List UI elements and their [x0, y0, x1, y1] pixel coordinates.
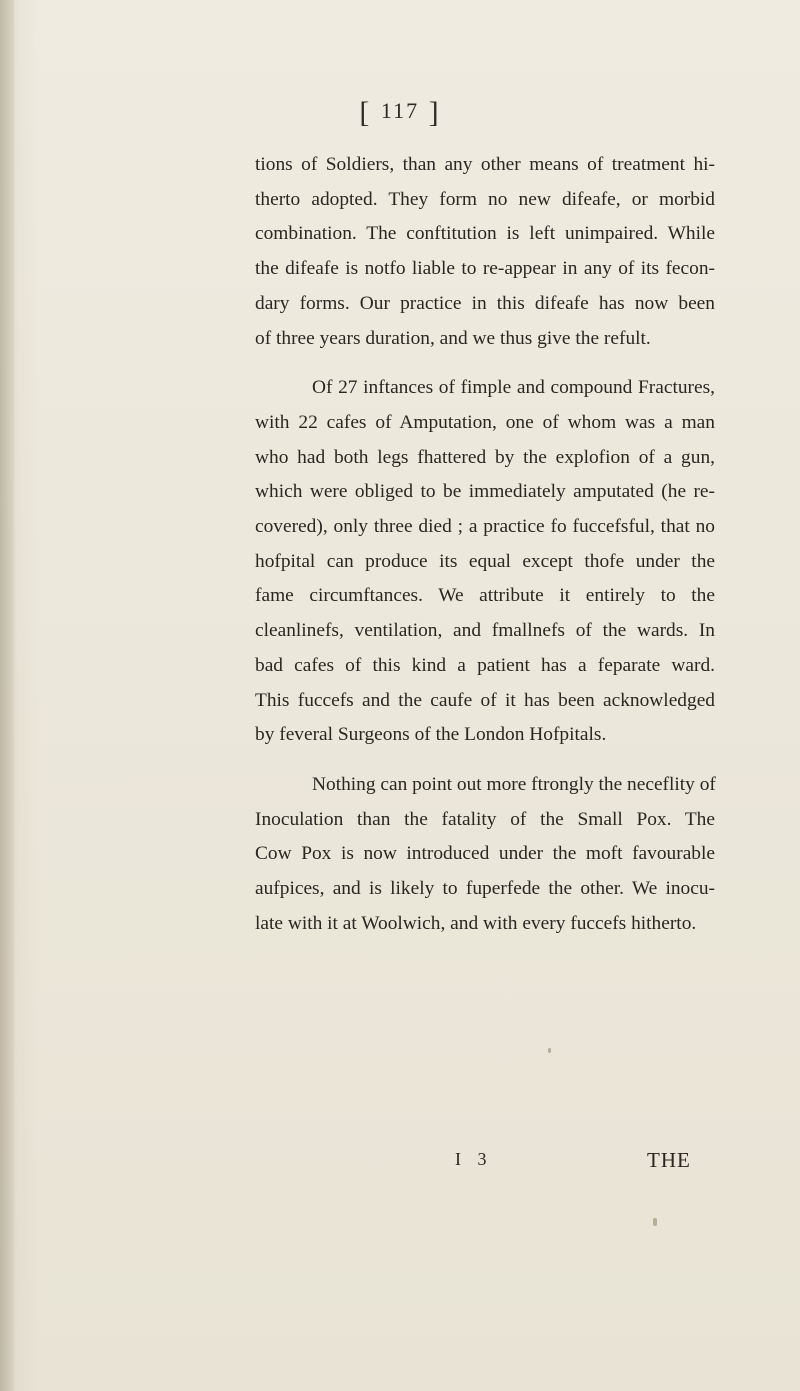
text-line: with 22 cafes of Amputation, one of whom was a man — [255, 411, 715, 433]
paper-speck — [653, 1218, 657, 1226]
text-line: Nothing can point out more ftrongly the neceflity of — [312, 773, 716, 795]
text-line: aufpices, and is likely to fuperfede the other. We inocu- — [255, 878, 715, 900]
text-line: fame circumftances. We attribute it entirely to the — [255, 585, 715, 607]
text-line: dary forms. Our practice in this difeafe has now been — [255, 292, 715, 314]
signature-mark: I 3 — [455, 1149, 493, 1169]
text-line: of three years duration, and we thus give the refult. — [255, 327, 651, 349]
text-line: the difeafe is notfo liable to re-appear in any of its fecon- — [255, 258, 715, 280]
text-line: covered), only three died ; a practice fo fuccefsful, that no — [255, 516, 715, 538]
body-text — [255, 148, 715, 941]
paper-speck — [548, 1048, 551, 1053]
paragraph-3 — [255, 768, 715, 942]
page-gutter-edge — [0, 0, 14, 1391]
text-line: tions of Soldiers, than any other means of treatment hi- — [255, 154, 715, 175]
text-line: Inoculation than the fatality of the Small Pox. The — [255, 808, 715, 830]
page-header — [0, 96, 800, 130]
catchword: THE — [647, 1148, 691, 1172]
paragraph-2 — [255, 371, 715, 753]
page-number: 117 — [380, 98, 420, 123]
paragraph-1 — [255, 148, 715, 356]
text-line: This fuccefs and the caufe of it has been acknowledged — [255, 689, 715, 711]
text-line: late with it at Woolwich, and with every fuccefs hitherto. — [255, 912, 697, 934]
text-line: hofpital can produce its equal except thofe under the — [255, 550, 715, 572]
text-line: cleanlinefs, ventilation, and fmallnefs of the wards. In — [255, 620, 715, 642]
text-line: which were obliged to be immediately amputated (he re- — [255, 481, 715, 503]
header-bracket-close: ] — [428, 96, 441, 129]
text-line: combination. The conftitution is left unimpaired. While — [255, 223, 715, 245]
header-bracket-open: [ — [359, 96, 372, 129]
text-line: therto adopted. They form no new difeafe, or morbid — [255, 188, 715, 210]
text-line: Of 27 inftances of fimple and compound Fractures, — [312, 377, 715, 399]
text-line: Cow Pox is now introduced under the moft favourable — [255, 843, 715, 865]
text-line: bad cafes of this kind a patient has a feparate ward. — [255, 654, 715, 676]
text-line: by feveral Surgeons of the London Hofpitals. — [255, 724, 607, 746]
text-line: who had both legs fhattered by the explofion of a gun, — [255, 446, 715, 468]
